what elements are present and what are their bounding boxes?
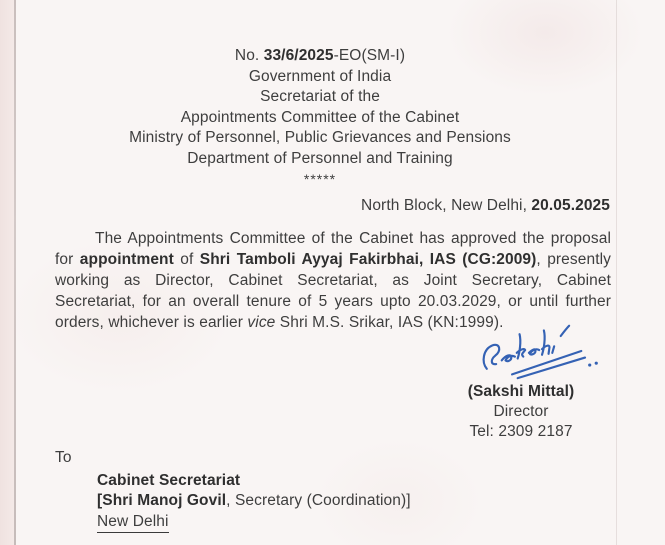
- addressee-details: [97, 471, 411, 534]
- signature-ink: [476, 322, 608, 380]
- ref-suffix: -EO(SM-I): [333, 47, 406, 64]
- letter-header: [30, 46, 610, 190]
- header-line-committee: Appointments Committee of the Cabinet: [180, 108, 460, 126]
- body-paragraph: [55, 228, 611, 333]
- date-text: 20.05.2025: [531, 197, 610, 214]
- scan-edge-line-left: [14, 0, 16, 545]
- ref-number-bold: 33/6/2025: [263, 47, 334, 64]
- addressee-person-bold: [Shri Manoj Govil: [97, 492, 227, 509]
- addressee-org: [97, 471, 411, 492]
- addressee-person-rest: , Secretary (Coordination)]: [226, 492, 411, 509]
- signatory-name-text: (Sakshi Mittal): [467, 383, 575, 400]
- scan-edge-line-right: [616, 0, 617, 545]
- body-tail: Shri M.S. Srikar, IAS (KN:1999).: [275, 314, 504, 331]
- signatory-phone: Tel: 2309 2187: [469, 423, 573, 440]
- addressee-org-text: Cabinet Secretariat: [97, 471, 241, 489]
- body-mid1: of: [173, 251, 200, 268]
- body-bold-officer-name: Shri Tamboli Ayyaj Fakirbhai, IAS (CG:2009): [199, 251, 537, 268]
- body-italic-vice: vice: [247, 314, 276, 331]
- header-line-ministry: Ministry of Personnel, Public Grievances and Pensions: [129, 129, 511, 146]
- reference-number: [30, 46, 610, 67]
- place-text: North Block, New Delhi,: [361, 197, 532, 214]
- ref-prefix: No.: [234, 47, 264, 64]
- addressee-person: [97, 491, 411, 512]
- addressee-city-text: New Delhi: [97, 512, 169, 534]
- header-line-secretariat: Secretariat of the: [260, 88, 380, 105]
- header-line-government: Government of India: [248, 67, 392, 85]
- place-date-line: [361, 197, 610, 215]
- signatory-title: Director: [493, 403, 549, 420]
- header-line-department: Department of Personnel and Training: [187, 149, 453, 167]
- body-mid2: , presently working as Director, Cabinet Secretariat, as Joint Secretary, Cabinet Secretariat, for an overall tenure of 5 years upto 20.03.2029, or until further orders, whichever is earlier: [55, 251, 611, 331]
- addressee-block: [55, 448, 411, 533]
- addressee-city: [97, 512, 411, 534]
- body-lead: The Appointments Committee of the Cabinet has approved the proposal for: [55, 230, 611, 268]
- signatory-name: [430, 382, 612, 402]
- to-label: To: [55, 449, 72, 466]
- body-bold-appointment: appointment: [79, 251, 174, 268]
- header-separator-stars: *****: [303, 171, 337, 187]
- scan-edge-strip: [0, 0, 14, 545]
- signature-block: [430, 322, 612, 442]
